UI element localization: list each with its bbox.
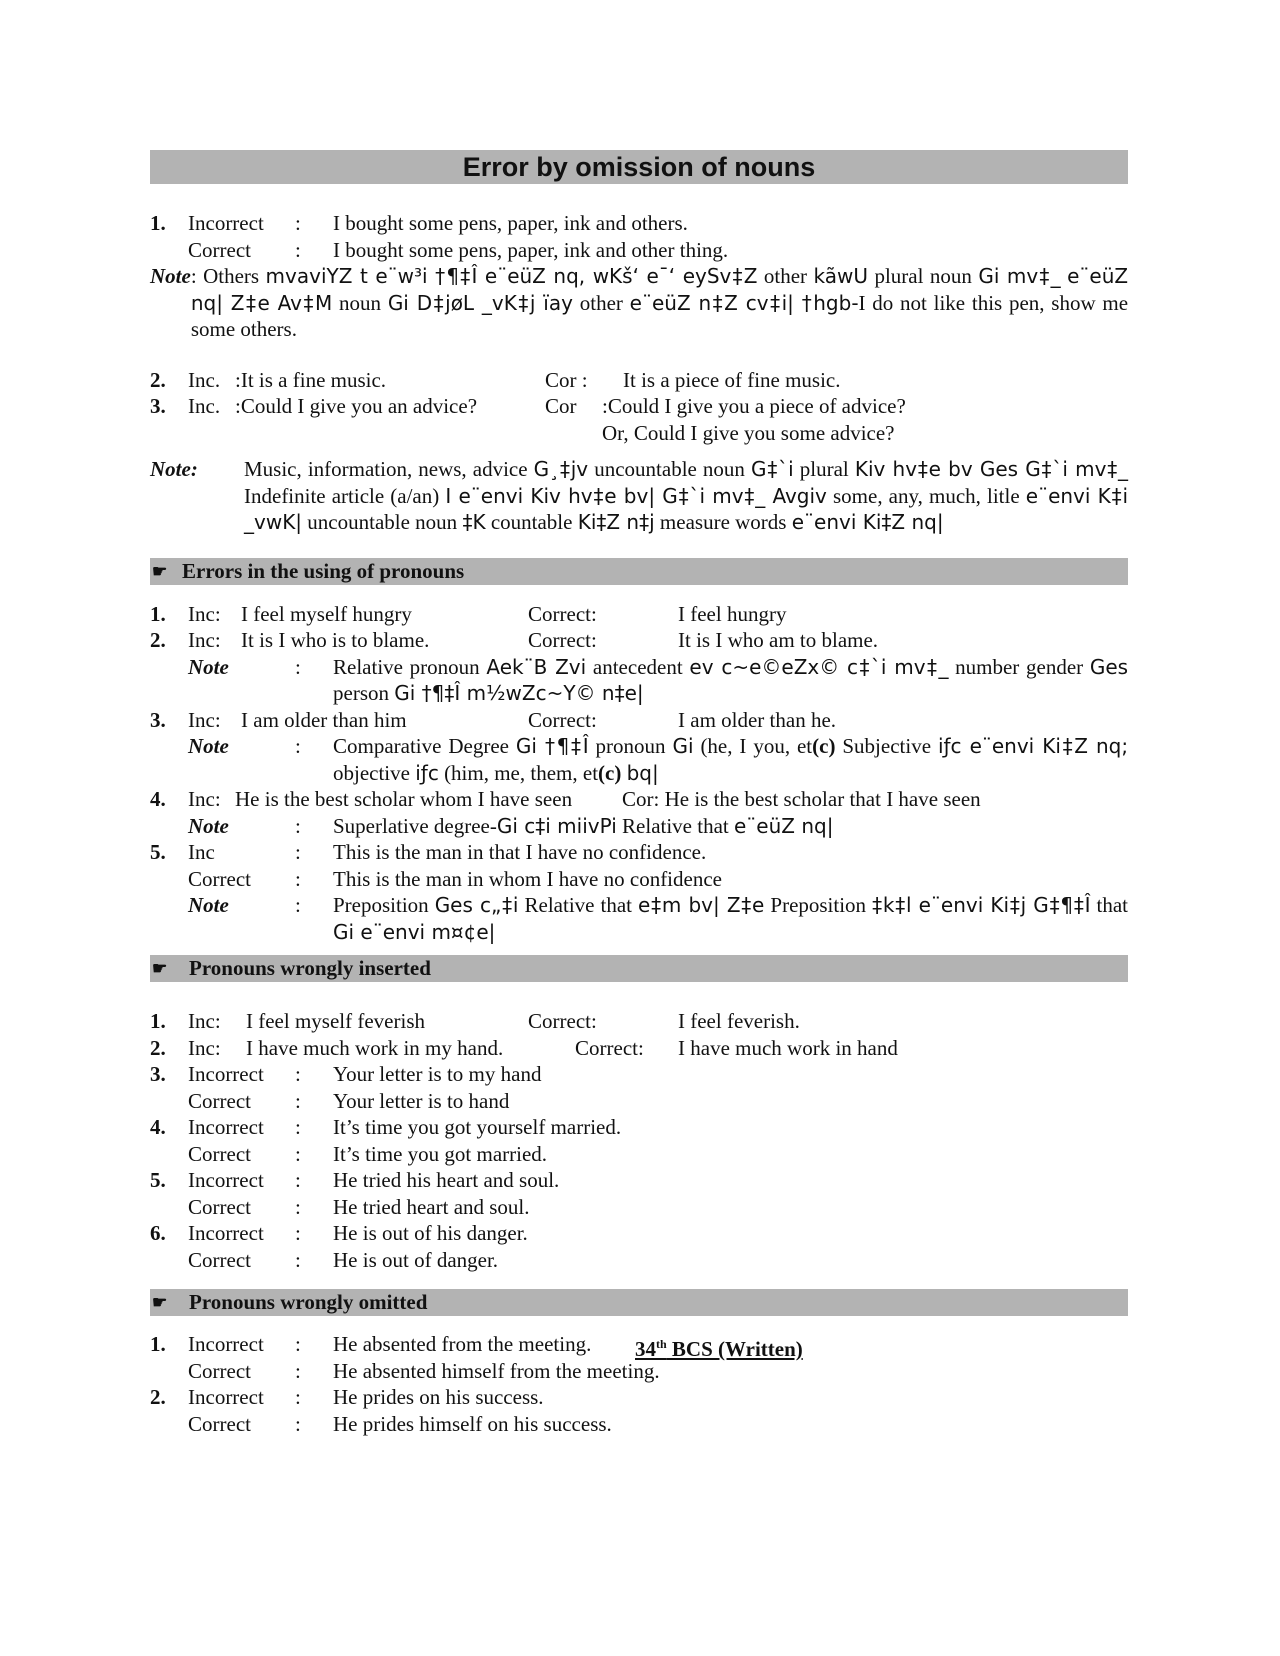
list-item: 2. Inc: I have much work in my hand. Correct: I have much work in hand	[150, 1035, 898, 1060]
list-item: Correct : I bought some pens, paper, ink and other thing.	[188, 237, 729, 262]
list-item: 1. Inc: I feel myself feverish Correct: I feel feverish.	[150, 1009, 800, 1033]
document-page	[150, 150, 1128, 1437]
note-relative-pronoun: Note : Relative pronoun Aek¨B Zvi antecedent ev c~e©eZx© c‡`i mv‡_ number gender Ges person Gi †¶‡Î m½wZc~Y© n‡e|	[188, 654, 1129, 705]
list-item: 3. Inc. :Could I give you an advice? Cor :Could I give you a piece of advice?	[150, 394, 906, 418]
hand-pointer-icon: ☛	[152, 1293, 168, 1312]
list-item: 5. Inc : This is the man in that I have no confidence.	[150, 840, 707, 864]
section-heading: ☛ Errors in the using of pronouns	[150, 558, 1128, 585]
list-item: 2. Incorrect : He prides on his success.	[150, 1385, 544, 1409]
note-omission: Note : Others mvaviYZ t e¨w³i †¶‡Î e¨eüZ nq, wKš‘ e¯‘ eySv‡Z other kãwU plural noun Gi mv‡_ e¨eüZ nq| Z‡e Av‡M noun Gi D‡jøL _vK‡j ïay other e¨eüZ n‡Z cv‡i| †hgb-I do not like this pen, show me some others.	[150, 264, 1129, 341]
list-item: 6. Incorrect : He is out of his danger.	[150, 1221, 528, 1245]
list-item: 5. Incorrect : He tried his heart and soul.	[150, 1168, 560, 1192]
list-item: Or, Could I give you some advice?	[602, 420, 895, 445]
list-item: 1. Incorrect : He absented from the meeting. 34th BCS (Written)	[150, 1332, 803, 1361]
list-item: Correct : It’s time you got married.	[188, 1141, 548, 1166]
hand-pointer-icon: ☛	[152, 959, 168, 978]
list-item: 2. Inc: It is I who is to blame. Correct: It is I who am to blame.	[150, 628, 879, 652]
list-item: 1. Incorrect : I bought some pens, paper, ink and others.	[150, 211, 688, 235]
list-item: Correct : Your letter is to hand	[188, 1088, 510, 1113]
list-item: Correct : This is the man in whom I have no confidence	[188, 866, 722, 891]
list-item: 1. Inc: I feel myself hungry Correct: I feel hungry	[150, 601, 787, 626]
list-item: 4. Inc: He is the best scholar whom I have seen Cor: He is the best scholar that I have seen	[150, 787, 981, 811]
section-heading: ☛ Pronouns wrongly inserted	[150, 955, 1128, 982]
note-uncountable: Note: Music, information, news, advice G¸‡jv uncountable noun G‡`i plural Kiv hv‡e bv Ges G‡`i mv‡_ Indefinite article (a/an) I e¨envi Kiv hv‡e bv| G‡`i mv‡_ Avgiv some, any, much, litle e¨envi K‡i _vwK| uncountable noun ‡K countable Ki‡Z n‡j measure words e¨envi Ki‡Z nq|	[150, 457, 1129, 534]
list-item: Correct : He tried heart and soul.	[188, 1194, 530, 1219]
hand-pointer-icon: ☛	[152, 561, 168, 581]
list-item: Correct : He prides himself on his success.	[188, 1411, 612, 1436]
list-item: 2. Inc. :It is a fine music. Cor : It is a piece of fine music.	[150, 367, 841, 392]
note-comparative: Note : Comparative Degree Gi †¶‡Î pronoun Gi (he, I you, et(c) Subjective iƒc e¨envi Ki‡Z nq; objective iƒc (him, me, them, et(c) bq|	[188, 734, 1129, 785]
list-item: Correct : He is out of danger.	[188, 1247, 499, 1272]
page-title: Error by omission of nouns	[150, 150, 1128, 184]
exam-reference: 34th BCS (Written)	[635, 1337, 803, 1361]
note-superlative: Note : Superlative degree-Gi c‡i miivPi Relative that e¨eüZ nq|	[188, 813, 834, 838]
note-preposition: Note : Preposition Ges c„‡i Relative that e‡m bv| Z‡e Preposition ‡k‡l e¨envi Ki‡j G‡¶‡Î that Gi e¨envi m¤¢e|	[188, 893, 1129, 944]
list-item: 3. Incorrect : Your letter is to my hand	[150, 1062, 542, 1086]
list-item: Correct : He absented himself from the meeting.	[188, 1358, 660, 1383]
list-item: 4. Incorrect : It’s time you got yourself married.	[150, 1115, 622, 1139]
list-item: 3. Inc: I am older than him Correct: I am older than he.	[150, 707, 837, 732]
section-heading: ☛ Pronouns wrongly omitted	[150, 1289, 1128, 1316]
